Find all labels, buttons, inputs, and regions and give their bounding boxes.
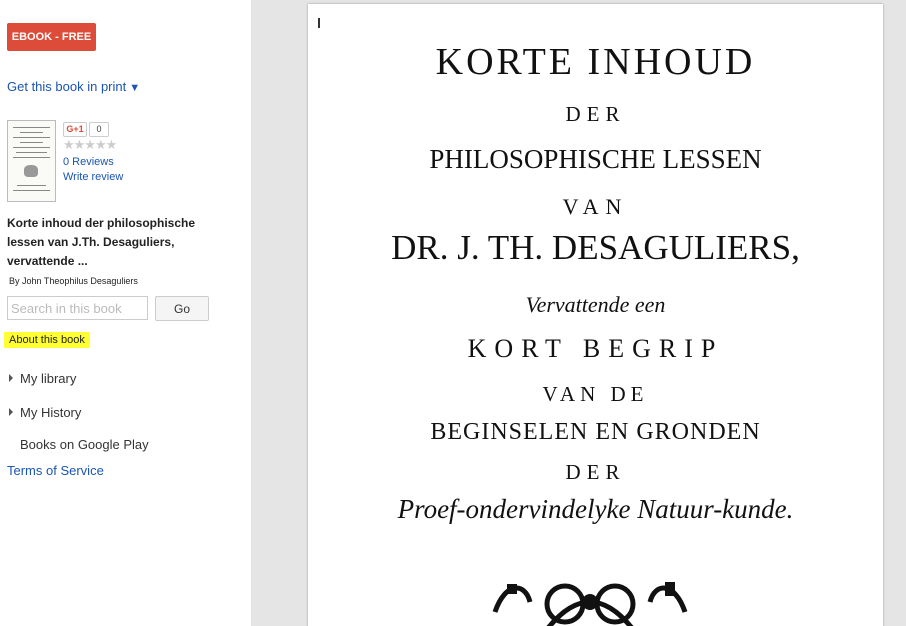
google-plus-count: 0 [89, 122, 109, 137]
page-line-philosophische-lessen: PHILOSOPHISCHE LESSEN [429, 144, 762, 174]
reviews-link[interactable]: 0 Reviews [63, 156, 114, 168]
go-button[interactable]: Go [155, 296, 209, 321]
triangle-right-icon [9, 408, 13, 416]
ebook-free-button[interactable]: EBOOK - FREE [7, 23, 96, 51]
nav-my-history[interactable] [9, 405, 81, 420]
nav-books-on-google-play[interactable]: Books on Google Play [20, 437, 149, 452]
get-book-in-print-link[interactable] [7, 79, 140, 94]
nav-my-library-label: My library [20, 371, 77, 386]
google-plus-widget[interactable] [63, 122, 109, 136]
google-plus-icon[interactable]: G+1 [63, 122, 87, 137]
book-cover-thumbnail[interactable] [7, 120, 56, 202]
print-link-label: Get this book in print [7, 79, 127, 94]
book-title: Korte inhoud der philosophische lessen van J.Th. Desaguliers, vervattende ... [7, 216, 196, 268]
about-this-book-link[interactable]: About this book [4, 332, 90, 348]
nav-my-history-label: My History [20, 405, 82, 420]
triangle-right-icon [9, 374, 13, 382]
printers-ornament-image [485, 572, 695, 626]
page-line-der: DER [565, 102, 626, 126]
search-in-book-input[interactable] [7, 296, 148, 320]
nav-my-library[interactable] [9, 371, 76, 386]
page-line-van: VAN [562, 194, 629, 219]
book-author: By John Theophilus Desaguliers [9, 276, 138, 286]
book-page [308, 4, 883, 626]
page-line-kort-begrip: KORT BEGRIP [467, 334, 724, 363]
page-line-vervattende: Vervattende een [525, 292, 666, 317]
page-line-der-2: DER [565, 460, 626, 484]
page-line-beginselen: BEGINSELEN EN GRONDEN [430, 419, 761, 445]
book-viewer[interactable] [251, 0, 906, 626]
print-mark [318, 18, 320, 28]
page-line-van-de: VAN DE [542, 382, 649, 406]
terms-of-service-link[interactable]: Terms of Service [7, 463, 104, 478]
page-line-author: DR. J. TH. DESAGULIERS, [391, 228, 800, 267]
write-review-link[interactable]: Write review [63, 171, 124, 183]
star-rating: ★★★★★ [63, 137, 117, 152]
page-line-title: KORTE INHOUD [435, 41, 756, 83]
sidebar [0, 0, 251, 626]
triangle-down-icon: ▼ [129, 82, 141, 94]
page-line-natuur-kunde: Proef-ondervindelyke Natuur-kunde. [397, 494, 794, 524]
